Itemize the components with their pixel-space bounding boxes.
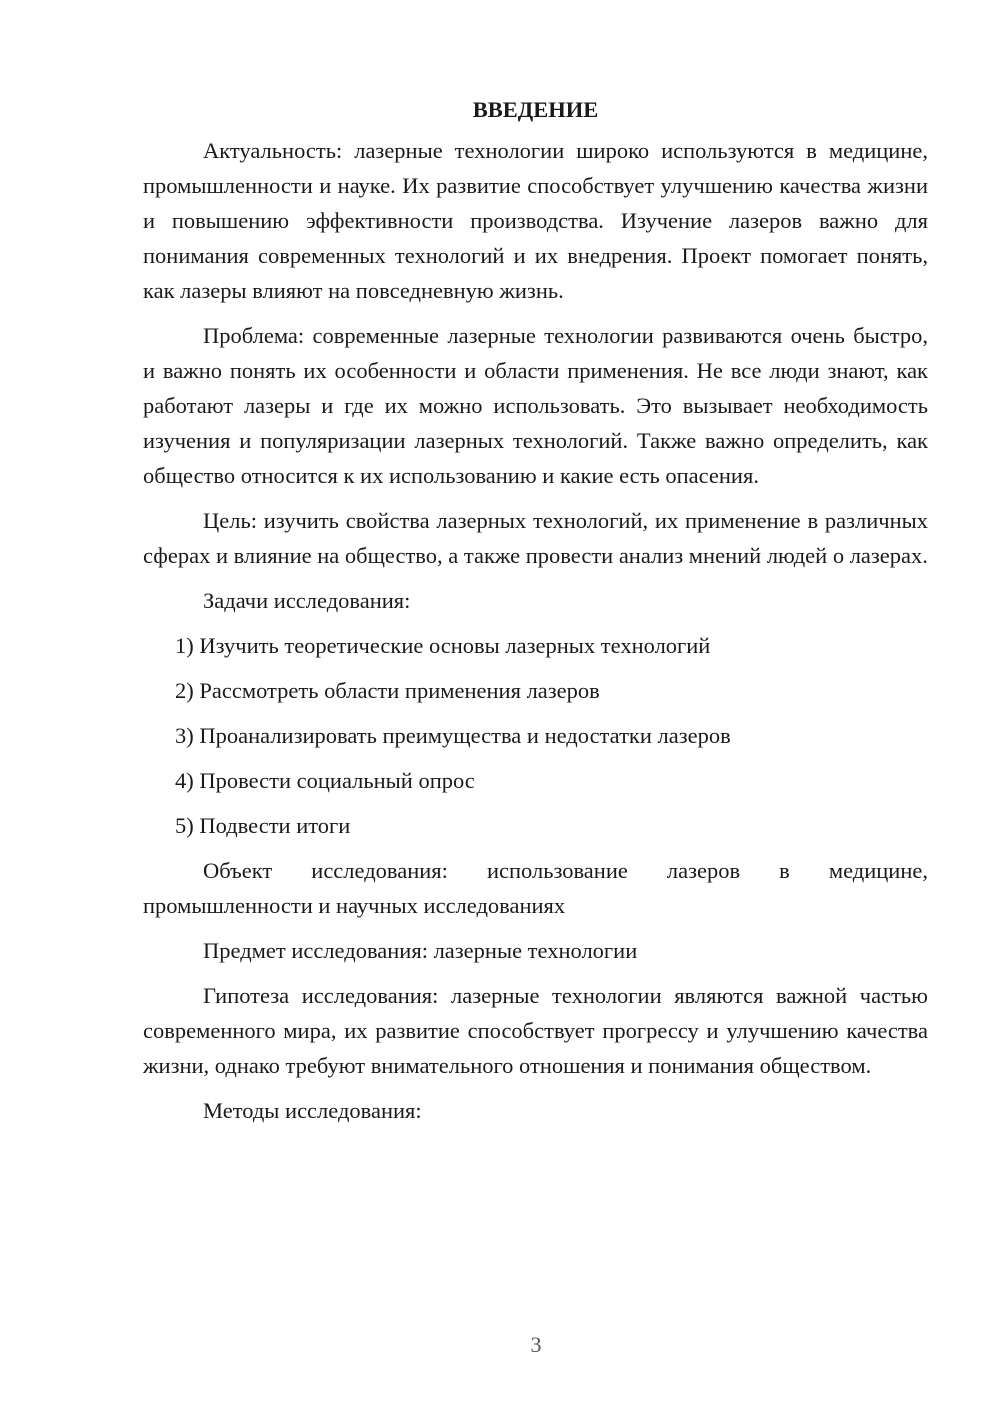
- tasks-list: [143, 628, 928, 843]
- list-item: 1) Изучить теоретические основы лазерных технологий: [175, 633, 711, 658]
- page-number: 3: [530, 1332, 542, 1357]
- list-item: 2) Рассмотреть области применения лазеров: [175, 678, 600, 703]
- methods-heading: Методы исследования:: [203, 1098, 422, 1123]
- tasks-heading: Задачи исследования:: [203, 588, 411, 613]
- list-item: 3) Проанализировать преимущества и недостатки лазеров: [175, 723, 731, 748]
- list-item: 4) Провести социальный опрос: [175, 768, 475, 793]
- list-item: 5) Подвести итоги: [175, 813, 351, 838]
- page-title: ВВЕДЕНИЕ: [472, 97, 599, 122]
- relevance-paragraph: Актуальность: лазерные технологии широко используются в медицине, промышленности и науке. Их развитие способствует улучшению качества жизни и повышению эффективности производства. Изучение лазеров важно для понимания современных технологий и их внедрения. Проект помогает понять, как лазеры влияют на повседневную жизнь.: [143, 138, 928, 303]
- subject-paragraph: Предмет исследования: лазерные технологии: [203, 938, 638, 963]
- problem-paragraph: Проблема: современные лазерные технологии развиваются очень быстро, и важно понять их особенности и области применения. Не все люди знают, как работают лазеры и где их можно использовать. Это вызывает необходимость изучения и популяризации лазерных технологий. Также важно определить, как общество относится к их использованию и какие есть опасения.: [143, 323, 928, 488]
- object-paragraph: Объект исследования: использование лазеров в медицине, промышленности и научных исследованиях: [143, 858, 928, 918]
- page-content: [143, 92, 928, 1138]
- hypothesis-paragraph: Гипотеза исследования: лазерные технологии являются важной частью современного мира, их развитие способствует прогрессу и улучшению качества жизни, однако требуют внимательного отношения и понимания обществом.: [143, 983, 928, 1078]
- goal-paragraph: Цель: изучить свойства лазерных технологий, их применение в различных сферах и влияние на общество, а также провести анализ мнений людей о лазерах.: [143, 508, 928, 568]
